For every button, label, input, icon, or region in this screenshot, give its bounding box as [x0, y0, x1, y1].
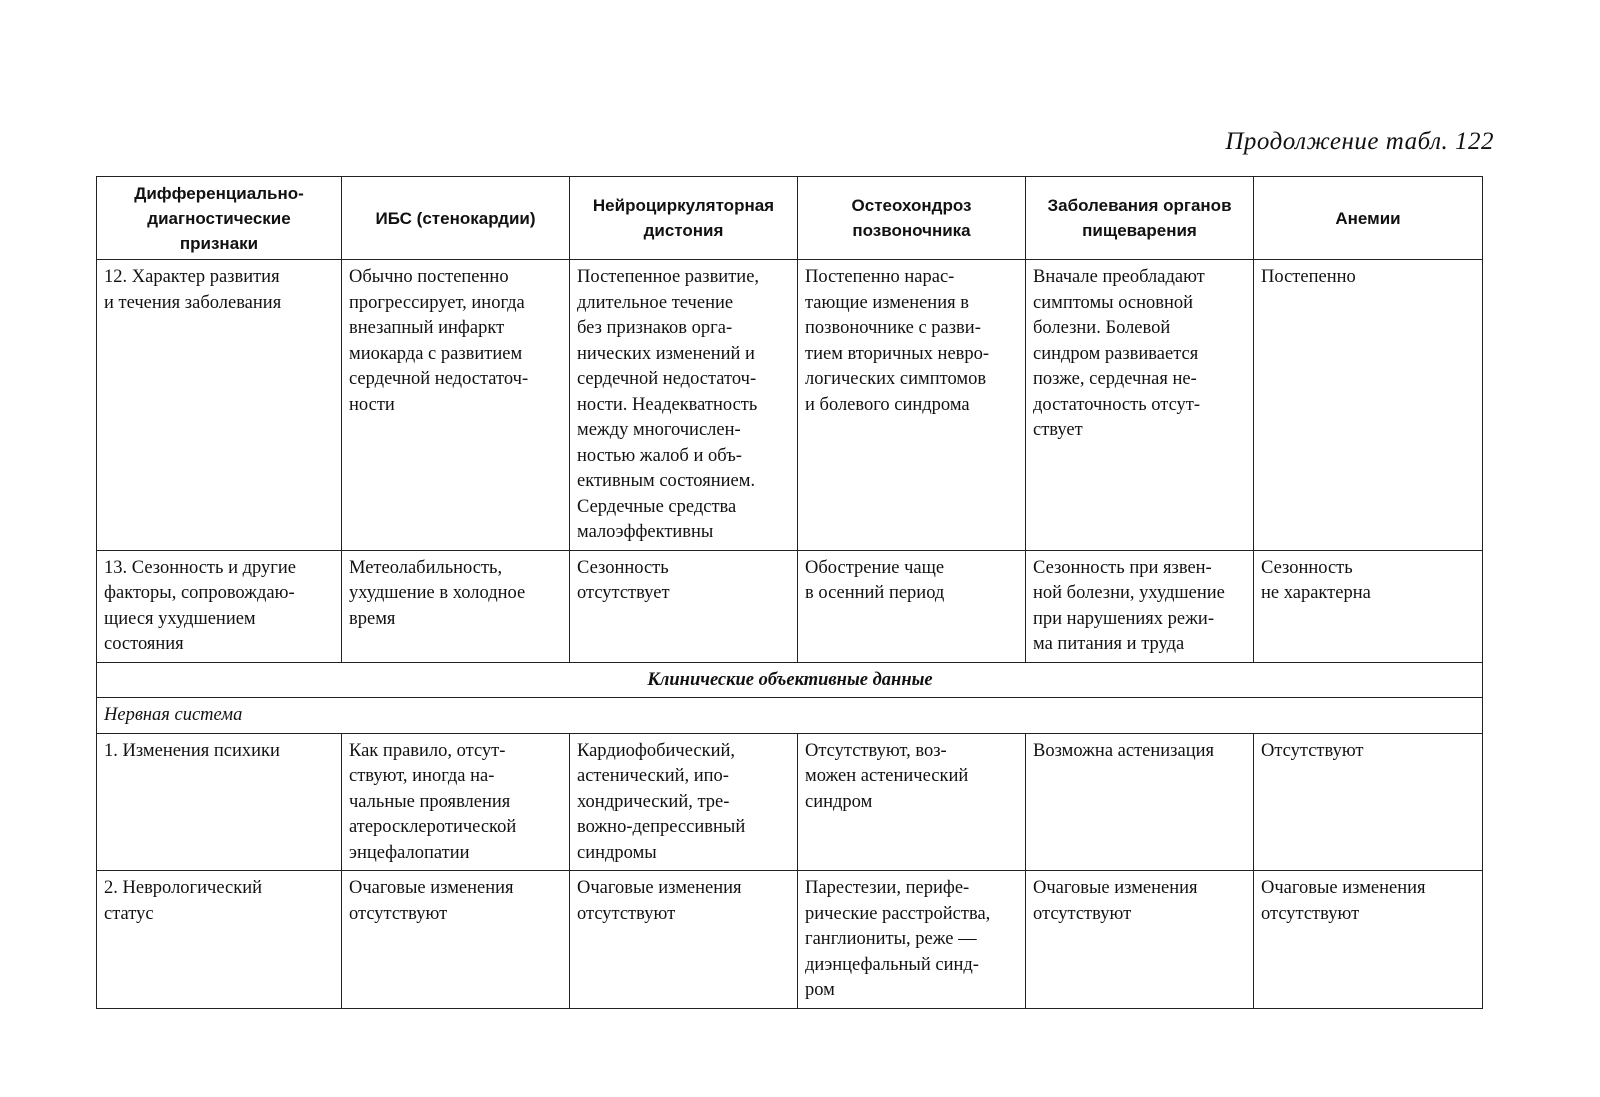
- table-header-row: [97, 177, 1483, 260]
- table-cell: Вначале преобладают симптомы основной болезни. Болевой синдром развивается позже, сердечная не- достаточность отсут- ствует: [1026, 260, 1254, 551]
- table-cell: Очаговые изменения отсутствуют: [1026, 871, 1254, 1009]
- differential-diagnosis-table: [96, 176, 1483, 1009]
- table-cell: Возможна астенизация: [1026, 733, 1254, 871]
- table-cell: Кардиофобический, астенический, ипо- хондрический, тре- вожно-депрессивный синдромы: [570, 733, 798, 871]
- table-cell: 13. Сезонность и другие факторы, сопровождаю- щиеся ухудшением состояния: [97, 550, 342, 662]
- table-cell: Сезонность при язвен- ной болезни, ухудшение при нарушениях режи- ма питания и труда: [1026, 550, 1254, 662]
- table-cell: Метеолабильность, ухудшение в холодное время: [342, 550, 570, 662]
- table-cell: Обострение чаще в осенний период: [798, 550, 1026, 662]
- table-cell: Сезонность не характерна: [1254, 550, 1483, 662]
- header-anemia: Анемии: [1254, 177, 1483, 260]
- table-cell: Очаговые изменения отсутствуют: [1254, 871, 1483, 1009]
- table-cell: Сезонность отсутствует: [570, 550, 798, 662]
- header-ihd: ИБС (стенокардии): [342, 177, 570, 260]
- table-cell: Очаговые изменения отсутствуют: [342, 871, 570, 1009]
- table-cell: Постепенно нарас- тающие изменения в позвоночнике с разви- тием вторичных невро- логических симптомов и болевого синдрома: [798, 260, 1026, 551]
- table-cell: Обычно постепенно прогрессирует, иногда внезапный инфаркт миокарда с развитием сердечной недостаточ- ности: [342, 260, 570, 551]
- header-criteria: Дифференциально- диагностические признаки: [97, 177, 342, 260]
- table-cell: 1. Изменения психики: [97, 733, 342, 871]
- table-row: [97, 733, 1483, 871]
- header-ncd: Нейроциркуляторная дистония: [570, 177, 798, 260]
- table-cell: Постепенно: [1254, 260, 1483, 551]
- table-cell: Очаговые изменения отсутствуют: [570, 871, 798, 1009]
- table-cell: 2. Неврологический статус: [97, 871, 342, 1009]
- table-row: [97, 550, 1483, 662]
- table-cell: Отсутствуют: [1254, 733, 1483, 871]
- subsection-row: [97, 698, 1483, 734]
- table-cell: Парестезии, перифе- рические расстройства, ганглиониты, реже — диэнцефальный синд- ром: [798, 871, 1026, 1009]
- table-cell: 12. Характер развития и течения заболевания: [97, 260, 342, 551]
- table-row: [97, 871, 1483, 1009]
- table-cell: Постепенное развитие, длительное течение без признаков орга- нических изменений и сердечной недостаточ- ности. Неадекватность между многочислен- ностью жалоб и объ- ективным состоянием. Сердечные средства малоэффективны: [570, 260, 798, 551]
- table-caption: Продолжение табл. 122: [1225, 128, 1494, 155]
- subsection-title: Нервная система: [97, 698, 1483, 734]
- table-cell: Отсутствуют, воз- можен астенический синдром: [798, 733, 1026, 871]
- header-digestive: Заболевания органов пищеварения: [1026, 177, 1254, 260]
- section-row: [97, 662, 1483, 698]
- header-osteochondrosis: Остеохондроз позвоночника: [798, 177, 1026, 260]
- table-cell: Как правило, отсут- ствуют, иногда на- чальные проявления атеросклеротической энцефалопатии: [342, 733, 570, 871]
- table-row: [97, 260, 1483, 551]
- section-title: Клинические объективные данные: [97, 662, 1483, 698]
